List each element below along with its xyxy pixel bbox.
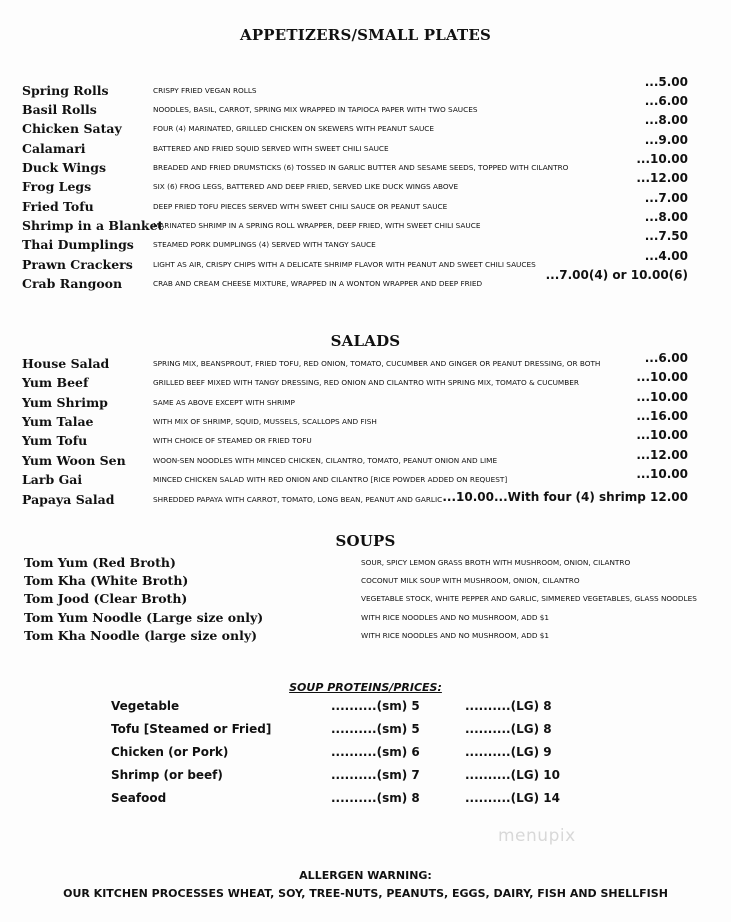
menu-item-duck-wings <box>0 152 731 179</box>
item-price: ...16.00 <box>636 409 688 423</box>
protein-large-price: ..........(LG) 8 <box>465 722 552 736</box>
protein-row-seafood <box>0 791 731 811</box>
salads-title: SALADS <box>330 332 401 350</box>
item-description: CRAB AND CREAM CHEESE MIXTURE, WRAPPED IN A WONTON WRAPPER AND DEEP FRIED <box>153 279 483 288</box>
protein-name: Tofu [Steamed or Fried] <box>111 722 272 736</box>
item-description: SOUR, SPICY LEMON GRASS BROTH WITH MUSHROOM, ONION, CILANTRO <box>361 558 631 567</box>
protein-small-price: ..........(sm) 8 <box>331 791 420 805</box>
allergen-title: ALLERGEN WARNING: <box>299 869 432 882</box>
menu-item-yum-tofu <box>0 428 731 452</box>
item-price: ...10.00 <box>636 467 688 481</box>
protein-name: Seafood <box>111 791 167 805</box>
item-name: Yum Talae <box>22 414 94 429</box>
item-price: ...12.00 <box>636 171 688 185</box>
item-description: DEEP FRIED TOFU PIECES SERVED WITH SWEET CHILI SAUCE OR PEANUT SAUCE <box>153 202 448 211</box>
item-name: Yum Shrimp <box>22 395 108 410</box>
item-name: Yum Beef <box>22 375 89 390</box>
menu-item-thai-dumplings <box>0 229 731 256</box>
item-price: ...4.00 <box>644 249 688 263</box>
item-price: ...6.00 <box>644 94 688 108</box>
item-description: BATTERED AND FRIED SQUID SERVED WITH SWEET CHILI SAUCE <box>153 144 389 153</box>
soup-proteins-title: SOUP PROTEINS/PRICES: <box>289 681 442 694</box>
item-description: WOON-SEN NOODLES WITH MINCED CHICKEN, CILANTRO, TOMATO, PEANUT ONION AND LIME <box>153 456 498 465</box>
item-price: ...9.00 <box>644 133 688 147</box>
item-name: Tom Yum (Red Broth) <box>24 555 176 570</box>
soup-item-tom-kha-noodle <box>0 628 731 648</box>
item-name: Basil Rolls <box>22 102 97 117</box>
item-name: Prawn Crackers <box>22 257 133 272</box>
item-name: Papaya Salad <box>22 492 115 507</box>
menu-item-crab-rangoon <box>0 268 731 295</box>
item-name: Tom Kha (White Broth) <box>24 573 189 588</box>
menu-item-frog-legs <box>0 171 731 198</box>
protein-row-chicken <box>0 745 731 765</box>
protein-name: Chicken (or Pork) <box>111 745 229 759</box>
menu-item-fried-tofu <box>0 191 731 218</box>
item-description: MARINATED SHRIMP IN A SPRING ROLL WRAPPER, DEEP FRIED, WITH SWEET CHILI SAUCE <box>153 221 481 230</box>
item-description: WITH RICE NOODLES AND NO MUSHROOM, ADD $1 <box>361 631 550 640</box>
item-price: ...10.00 <box>636 152 688 166</box>
menu-item-yum-shrimp <box>0 390 731 414</box>
menu-item-yum-woon-sen <box>0 448 731 472</box>
item-name: Yum Tofu <box>22 433 88 448</box>
item-price: ...8.00 <box>644 113 688 127</box>
protein-small-price: ..........(sm) 5 <box>331 699 420 713</box>
item-name: Tom Kha Noodle (large size only) <box>24 628 258 643</box>
menu-item-calamari <box>0 133 731 160</box>
item-description: FOUR (4) MARINATED, GRILLED CHICKEN ON SKEWERS WITH PEANUT SAUCE <box>153 124 435 133</box>
item-description: STEAMED PORK DUMPLINGS (4) SERVED WITH TANGY SAUCE <box>153 240 376 249</box>
item-description: CRISPY FRIED VEGAN ROLLS <box>153 86 257 95</box>
menu-item-yum-talae <box>0 409 731 433</box>
soup-item-tom-yum <box>0 555 731 575</box>
menu-item-basil-rolls <box>0 94 731 121</box>
soup-item-tom-kha <box>0 573 731 593</box>
item-price: ...7.50 <box>644 229 688 243</box>
item-description: BREADED AND FRIED DRUMSTICKS (6) TOSSED IN GARLIC BUTTER AND SESAME SEEDS, TOPPED WITH CILANTRO <box>153 163 569 172</box>
appetizers-title: APPETIZERS/SMALL PLATES <box>239 26 492 44</box>
item-name: Larb Gai <box>22 472 83 487</box>
item-price: ...5.00 <box>644 75 688 89</box>
protein-name: Vegetable <box>111 699 180 713</box>
protein-row-shrimp <box>0 768 731 788</box>
soup-item-tom-yum-noodle <box>0 610 731 630</box>
protein-large-price: ..........(LG) 14 <box>465 791 560 805</box>
item-description: MINCED CHICKEN SALAD WITH RED ONION AND CILANTRO [RICE POWDER ADDED ON REQUEST] <box>153 475 508 484</box>
item-name: Calamari <box>22 141 86 156</box>
menu-item-shrimp-in-a-blanket <box>0 210 731 237</box>
item-description: SHREDDED PAPAYA WITH CARROT, TOMATO, LONG BEAN, PEANUT AND GARLIC <box>153 495 443 504</box>
item-name: Tom Yum Noodle (Large size only) <box>24 610 264 625</box>
protein-large-price: ..........(LG) 9 <box>465 745 552 759</box>
item-price: ...7.00 <box>644 191 688 205</box>
allergen-text: OUR KITCHEN PROCESSES WHEAT, SOY, TREE-NUTS, PEANUTS, EGGS, DAIRY, FISH AND SHELLFISH <box>63 887 668 900</box>
protein-large-price: ..........(LG) 10 <box>465 768 560 782</box>
item-description: GRILLED BEEF MIXED WITH TANGY DRESSING, RED ONION AND CILANTRO WITH SPRING MIX, TOMATO & CUCUMBER <box>153 378 579 387</box>
menu-item-larb-gai <box>0 467 731 491</box>
item-description: COCONUT MILK SOUP WITH MUSHROOM, ONION, CILANTRO <box>361 576 580 585</box>
item-name: Duck Wings <box>22 160 106 175</box>
protein-row-tofu <box>0 722 731 742</box>
item-name: Thai Dumplings <box>22 237 134 252</box>
item-name: Fried Tofu <box>22 199 94 214</box>
item-description: WITH CHOICE OF STEAMED OR FRIED TOFU <box>153 436 312 445</box>
menu-item-papaya-salad <box>0 491 731 511</box>
protein-row-vegetable <box>0 699 731 719</box>
item-name: Frog Legs <box>22 179 92 194</box>
item-name: Crab Rangoon <box>22 276 123 291</box>
item-price: ...6.00 <box>644 351 688 365</box>
item-price: ...7.00(4) or 10.00(6) <box>545 268 688 282</box>
soups-title: SOUPS <box>335 532 396 550</box>
item-description: WITH RICE NOODLES AND NO MUSHROOM, ADD $1 <box>361 613 550 622</box>
protein-name: Shrimp (or beef) <box>111 768 223 782</box>
item-description: NOODLES, BASIL, CARROT, SPRING MIX WRAPPED IN TAPIOCA PAPER WITH TWO SAUCES <box>153 105 478 114</box>
menu-item-yum-beef <box>0 370 731 394</box>
item-description: SPRING MIX, BEANSPROUT, FRIED TOFU, RED ONION, TOMATO, CUCUMBER AND GINGER OR PEANUT DRESSING, OR BOTH <box>153 359 601 368</box>
menu-item-house-salad <box>0 351 731 375</box>
item-description: SIX (6) FROG LEGS, BATTERED AND DEEP FRIED, SERVED LIKE DUCK WINGS ABOVE <box>153 182 459 191</box>
soup-item-tom-jood <box>0 591 731 611</box>
item-name: Chicken Satay <box>22 121 122 136</box>
menu-item-chicken-satay <box>0 113 731 140</box>
item-name: Shrimp in a Blanket <box>22 218 164 233</box>
item-description: SAME AS ABOVE EXCEPT WITH SHRIMP <box>153 398 295 407</box>
protein-small-price: ..........(sm) 5 <box>331 722 420 736</box>
item-description: WITH MIX OF SHRIMP, SQUID, MUSSELS, SCALLOPS AND FISH <box>153 417 377 426</box>
item-price: ...8.00 <box>644 210 688 224</box>
item-price: ...12.00 <box>636 448 688 462</box>
item-description: LIGHT AS AIR, CRISPY CHIPS WITH A DELICATE SHRIMP FLAVOR WITH PEANUT AND SWEET CHILI SAUCES <box>153 260 536 269</box>
item-description: VEGETABLE STOCK, WHITE PEPPER AND GARLIC, SIMMERED VEGETABLES, GLASS NOODLES <box>361 594 697 603</box>
item-name: Tom Jood (Clear Broth) <box>24 591 188 606</box>
item-price: ...10.00...With four (4) shrimp 12.00 <box>442 490 688 504</box>
item-name: House Salad <box>22 356 110 371</box>
menupix-watermark: menupix <box>498 826 576 846</box>
protein-small-price: ..........(sm) 6 <box>331 745 420 759</box>
item-name: Yum Woon Sen <box>22 453 126 468</box>
item-price: ...10.00 <box>636 390 688 404</box>
item-price: ...10.00 <box>636 428 688 442</box>
protein-small-price: ..........(sm) 7 <box>331 768 420 782</box>
protein-large-price: ..........(LG) 8 <box>465 699 552 713</box>
menu-item-spring-rolls <box>0 75 731 102</box>
item-name: Spring Rolls <box>22 83 109 98</box>
item-price: ...10.00 <box>636 370 688 384</box>
